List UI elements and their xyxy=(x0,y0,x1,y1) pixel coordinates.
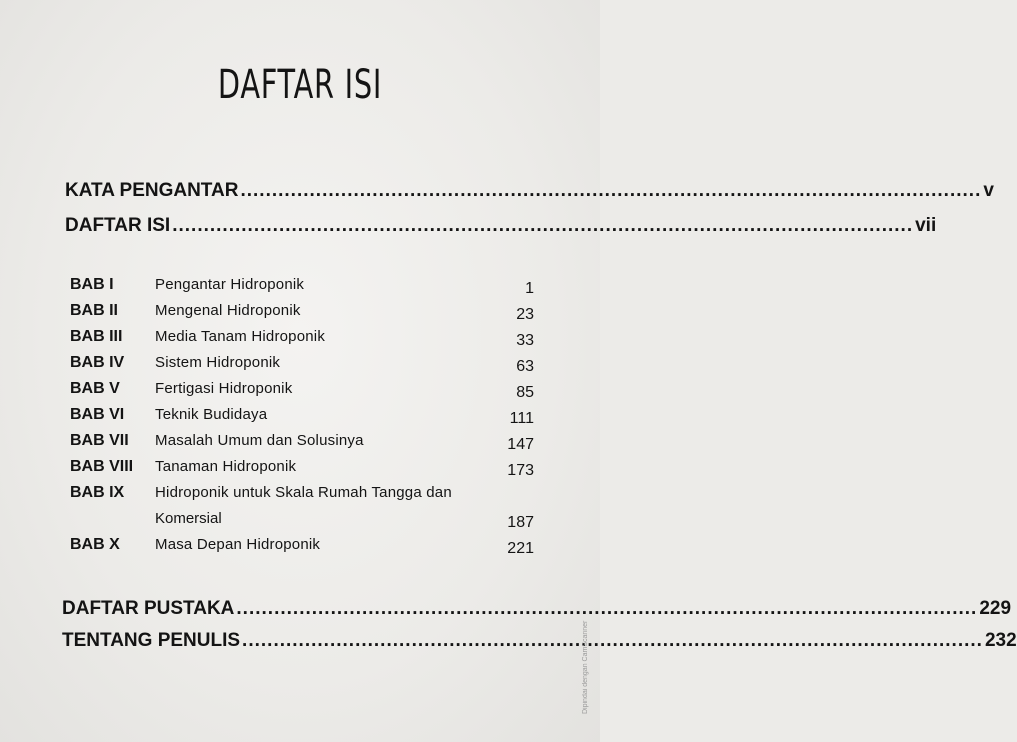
chapter-number: BAB II xyxy=(70,302,118,319)
chapter-row xyxy=(70,484,534,531)
chapter-page: 85 xyxy=(516,384,534,401)
chapter-title: Tanaman Hidroponik xyxy=(155,458,297,475)
dot-leader: ...................................................................................................................... xyxy=(172,215,914,236)
chapter-number: BAB V xyxy=(70,380,120,397)
chapter-row xyxy=(70,432,534,456)
chapter-title: Masalah Umum dan Solusinya xyxy=(155,432,364,449)
chapter-title: Pengantar Hidroponik xyxy=(155,276,305,293)
toc-entry-page: 229 xyxy=(979,598,1012,619)
chapter-number: BAB IX xyxy=(70,484,125,501)
chapter-number: BAB X xyxy=(70,536,120,553)
toc-entry-page: vii xyxy=(915,215,937,236)
page-title: DAFTAR ISI xyxy=(217,62,383,108)
chapter-row xyxy=(70,354,534,378)
toc-entry-label: DAFTAR PUSTAKA xyxy=(62,598,235,619)
toc-entry-label: TENTANG PENULIS xyxy=(62,630,241,651)
chapter-row xyxy=(70,302,534,326)
dot-leader: ...................................................................................................................... xyxy=(242,630,983,651)
dot-leader: ...................................................................................................................... xyxy=(236,598,978,619)
scanner-watermark: Dipindai dengan CamScanner xyxy=(582,620,589,714)
toc-entry-daftar-pustaka xyxy=(62,598,1012,620)
chapter-title-line2: Komersial xyxy=(155,510,222,527)
chapter-page: 23 xyxy=(516,306,534,323)
chapter-page: 63 xyxy=(516,358,534,375)
chapter-title: Sistem Hidroponik xyxy=(155,354,281,371)
toc-entry-kata-pengantar xyxy=(65,180,994,202)
chapter-page: 187 xyxy=(507,514,534,531)
chapter-page: 111 xyxy=(509,410,534,427)
chapter-number: BAB VIII xyxy=(70,458,134,475)
chapter-row xyxy=(70,380,534,404)
chapter-row xyxy=(70,458,534,482)
chapter-number: BAB III xyxy=(70,328,123,345)
chapter-number: BAB I xyxy=(70,276,114,293)
chapter-title: Fertigasi Hidroponik xyxy=(155,380,293,397)
chapter-page: 221 xyxy=(507,540,534,557)
chapter-row xyxy=(70,406,534,430)
chapter-title: Teknik Budidaya xyxy=(155,406,268,423)
chapter-number: BAB VII xyxy=(70,432,129,449)
toc-entry-page: 232 xyxy=(984,630,1017,651)
chapter-number: BAB IV xyxy=(70,354,125,371)
dot-leader: ...................................................................................................................... xyxy=(240,180,982,201)
toc-entry-tentang-penulis xyxy=(62,630,1017,652)
chapter-page: 33 xyxy=(516,332,534,349)
chapter-title: Masa Depan Hidroponik xyxy=(155,536,321,553)
toc-entry-daftar-isi xyxy=(65,215,937,237)
chapter-row xyxy=(70,328,534,352)
chapter-row xyxy=(70,536,534,560)
chapter-title: Hidroponik untuk Skala Rumah Tangga dan xyxy=(155,484,452,501)
toc-entry-page: v xyxy=(983,180,994,201)
chapter-page: 173 xyxy=(507,462,534,479)
toc-entry-label: DAFTAR ISI xyxy=(65,215,171,236)
chapter-row xyxy=(70,276,534,300)
chapter-title: Mengenal Hidroponik xyxy=(155,302,301,319)
chapter-number: BAB VI xyxy=(70,406,125,423)
toc-entry-label: KATA PENGANTAR xyxy=(65,180,239,201)
chapter-page: 147 xyxy=(507,436,534,453)
chapter-title: Media Tanam Hidroponik xyxy=(155,328,326,345)
chapter-page: 1 xyxy=(525,280,534,297)
